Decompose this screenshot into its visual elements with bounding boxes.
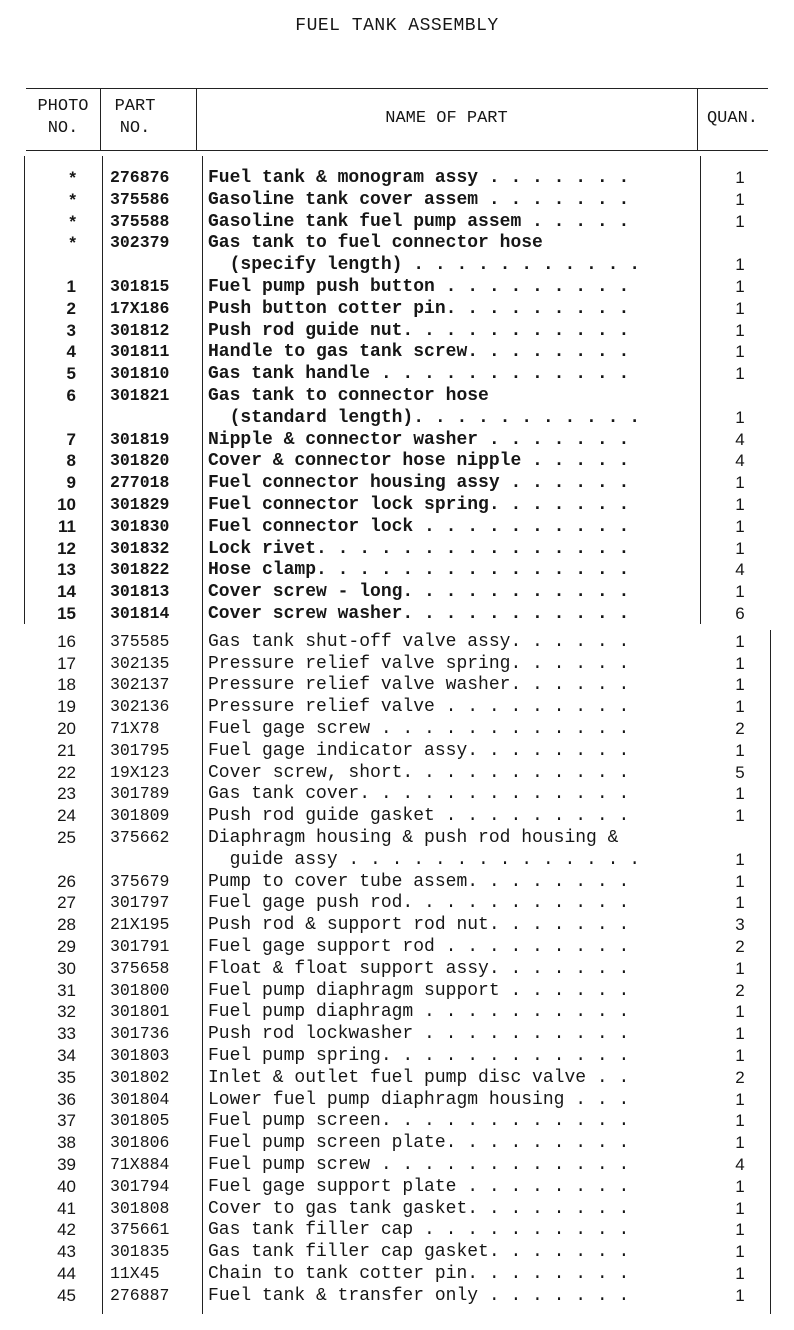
photo-no-cell: 36 <box>57 1089 76 1109</box>
table-row <box>0 1089 794 1111</box>
part-name-cell: Gas tank filler cap . . . . . . . . . . <box>208 1220 630 1241</box>
quantity-cell: 1 <box>735 1024 745 1044</box>
quantity-cell: 1 <box>735 255 745 275</box>
table-row <box>0 1110 794 1132</box>
part-no-cell: 301820 <box>110 451 170 471</box>
quantity-cell: 1 <box>735 407 745 427</box>
header-photo-no <box>26 96 100 140</box>
header-name-label: NAME OF PART <box>385 109 508 128</box>
quantity-cell: 5 <box>735 762 745 782</box>
photo-no-cell: 7 <box>66 429 76 449</box>
quantity-cell: 1 <box>735 1242 745 1262</box>
table-row <box>0 980 794 1002</box>
photo-no-cell: * <box>69 168 76 187</box>
photo-no-cell: 11 <box>58 516 76 536</box>
photo-no-cell: 41 <box>57 1198 76 1218</box>
part-no-cell: 301819 <box>110 429 170 449</box>
table-row <box>0 603 794 625</box>
quantity-cell: 1 <box>735 495 745 514</box>
part-name-cell: Diaphragm housing & push rod housing & <box>208 828 619 848</box>
photo-no-cell: 31 <box>57 980 76 1000</box>
part-name-cell: Push rod guide gasket . . . . . . . . . <box>208 806 630 827</box>
photo-no-cell: 13 <box>57 560 76 580</box>
part-no-cell: 276887 <box>110 1285 170 1305</box>
part-no-cell: 301832 <box>110 538 170 558</box>
photo-no-cell: 16 <box>57 631 76 651</box>
part-no-cell: 301801 <box>110 1002 170 1022</box>
part-name-cell: Cover & connector hose nipple . . . . . <box>208 451 630 472</box>
photo-no-cell: 17 <box>57 653 76 673</box>
part-name-cell: Cover screw - long. . . . . . . . . . . <box>208 582 630 603</box>
quantity-cell: 1 <box>735 364 745 384</box>
quantity-cell: 1 <box>735 1133 745 1153</box>
photo-no-cell: 12 <box>57 538 76 558</box>
part-no-cell: 301795 <box>110 740 170 760</box>
part-no-cell: 301802 <box>110 1067 170 1087</box>
table-row <box>0 407 794 429</box>
part-name-cell: Fuel tank & transfer only . . . . . . . <box>208 1285 630 1306</box>
part-name-cell: Fuel pump diaphragm support . . . . . . <box>208 980 630 1001</box>
photo-no-cell: 37 <box>57 1111 76 1131</box>
quantity-cell: 1 <box>735 277 745 296</box>
photo-no-cell: 21 <box>57 740 76 760</box>
part-name-cell: Pressure relief valve washer. . . . . . <box>208 675 630 696</box>
part-name-cell: Fuel connector lock spring. . . . . . . <box>208 495 630 515</box>
table-row <box>0 718 794 740</box>
table-row <box>0 232 794 254</box>
photo-no-cell: 8 <box>66 451 76 471</box>
part-name-cell: Gasoline tank fuel pump assem . . . . . <box>208 211 630 232</box>
photo-no-cell: 9 <box>66 473 76 493</box>
quantity-cell: 1 <box>735 1111 745 1131</box>
photo-no-cell: * <box>69 211 76 231</box>
photo-no-cell: 15 <box>57 604 76 623</box>
table-row <box>0 1132 794 1154</box>
photo-no-cell: 27 <box>57 893 76 913</box>
table-row <box>0 538 794 560</box>
table-row <box>0 827 794 849</box>
part-no-cell: 301800 <box>110 980 170 1000</box>
photo-no-cell: 30 <box>57 958 76 978</box>
table-row <box>0 871 794 893</box>
table-row <box>0 936 794 958</box>
part-no-cell: 301811 <box>110 342 170 362</box>
table-row <box>0 783 794 805</box>
table-row <box>0 276 794 298</box>
part-no-cell: 71X884 <box>110 1155 170 1174</box>
part-no-cell: 301821 <box>110 386 170 405</box>
quantity-cell: 1 <box>735 1264 745 1283</box>
part-no-cell: 301822 <box>110 560 170 580</box>
part-no-cell: 375588 <box>110 211 170 231</box>
part-name-cell: Gas tank filler cap gasket. . . . . . . <box>208 1242 630 1263</box>
table-row <box>0 1263 794 1285</box>
part-name-cell: Pump to cover tube assem. . . . . . . . <box>208 871 630 892</box>
photo-no-cell: 24 <box>57 806 76 826</box>
photo-no-cell: 26 <box>57 871 76 891</box>
part-no-cell: 301789 <box>110 784 170 804</box>
part-name-cell: Push button cotter pin. . . . . . . . . <box>208 298 630 319</box>
photo-no-cell: 19 <box>57 697 76 717</box>
quantity-cell: 1 <box>735 1285 745 1305</box>
table-row <box>0 298 794 320</box>
part-name-cell: Fuel tank & monogram assy . . . . . . . <box>208 168 630 188</box>
part-no-cell: 302136 <box>110 697 170 717</box>
photo-no-cell: 5 <box>66 364 76 384</box>
part-no-cell: 301813 <box>110 582 170 602</box>
photo-no-cell: 25 <box>57 828 76 847</box>
quantity-cell: 1 <box>735 298 745 318</box>
quantity-cell: 1 <box>735 697 745 717</box>
table-row <box>0 762 794 784</box>
photo-no-cell: 28 <box>57 915 76 935</box>
table-row <box>0 581 794 603</box>
part-no-cell: 301835 <box>110 1242 170 1262</box>
quantity-cell: 1 <box>735 189 745 209</box>
table-row <box>0 740 794 762</box>
part-name-cell: Hose clamp. . . . . . . . . . . . . . . <box>208 560 630 581</box>
part-name-cell: Gas tank to fuel connector hose <box>208 233 543 254</box>
part-no-cell: 375658 <box>110 958 170 978</box>
part-name-cell: (standard length). . . . . . . . . . . <box>208 407 641 428</box>
part-no-cell: 21X195 <box>110 915 170 935</box>
quantity-cell: 1 <box>735 473 745 493</box>
table-row <box>0 472 794 494</box>
table-row <box>0 385 794 407</box>
part-no-cell: 375662 <box>110 828 170 847</box>
part-name-cell: Gas tank cover. . . . . . . . . . . . . <box>208 784 630 805</box>
part-no-cell: 301830 <box>110 516 170 536</box>
photo-no-cell: 4 <box>66 342 76 362</box>
header-name-of-part <box>196 108 697 130</box>
part-name-cell: Pressure relief valve . . . . . . . . . <box>208 697 630 718</box>
quantity-cell: 2 <box>735 937 745 956</box>
table-row <box>0 494 794 516</box>
table-row <box>0 516 794 538</box>
part-no-cell: 301803 <box>110 1046 170 1065</box>
quantity-cell: 1 <box>735 849 745 869</box>
table-row <box>0 696 794 718</box>
part-no-cell: 375586 <box>110 189 170 209</box>
page-title: FUEL TANK ASSEMBLY <box>295 16 499 36</box>
table-row <box>0 674 794 696</box>
quantity-cell: 1 <box>735 1198 745 1218</box>
part-no-cell: 301812 <box>110 320 170 340</box>
quantity-cell: 1 <box>735 516 745 536</box>
quantity-cell: 1 <box>735 320 745 340</box>
part-no-cell: 17X186 <box>110 298 170 318</box>
table-row <box>0 167 794 189</box>
part-no-cell: 302137 <box>110 675 170 695</box>
quantity-cell: 1 <box>735 740 745 760</box>
part-no-cell: 301810 <box>110 364 170 384</box>
photo-no-cell: 18 <box>57 675 76 695</box>
header-quan <box>697 108 768 130</box>
photo-no-cell: 1 <box>66 277 76 296</box>
table-row <box>0 211 794 233</box>
photo-no-cell: 22 <box>57 762 76 782</box>
quantity-cell: 1 <box>735 784 745 804</box>
part-no-cell: 301815 <box>110 277 170 296</box>
part-name-cell: Gas tank shut-off valve assy. . . . . . <box>208 631 630 652</box>
part-name-cell: Fuel pump push button . . . . . . . . . <box>208 277 630 297</box>
part-name-cell: Fuel gage indicator assy. . . . . . . . <box>208 740 630 761</box>
part-no-cell: 375585 <box>110 631 170 651</box>
table-row <box>0 805 794 827</box>
photo-no-cell: 42 <box>57 1220 76 1240</box>
part-no-cell: 301808 <box>110 1198 170 1218</box>
quantity-cell: 1 <box>735 653 745 673</box>
quantity-cell: 1 <box>735 1176 745 1196</box>
quantity-cell: 1 <box>735 958 745 978</box>
part-name-cell: Gas tank handle . . . . . . . . . . . . <box>208 364 630 385</box>
part-name-cell: Push rod lockwasher . . . . . . . . . . <box>208 1024 630 1045</box>
part-name-cell: Fuel gage support rod . . . . . . . . . <box>208 937 630 957</box>
quantity-cell: 1 <box>735 631 745 651</box>
photo-no-cell: 32 <box>57 1002 76 1022</box>
header-part-no <box>100 96 170 140</box>
part-no-cell: 375661 <box>110 1220 170 1240</box>
part-name-cell: Fuel pump screen. . . . . . . . . . . . <box>208 1111 630 1132</box>
photo-no-cell: 40 <box>57 1176 76 1196</box>
part-no-cell: 301794 <box>110 1176 170 1196</box>
quantity-cell: 2 <box>735 719 745 738</box>
quantity-cell: 4 <box>735 429 745 449</box>
photo-no-cell: 29 <box>57 937 76 956</box>
photo-no-cell: 23 <box>57 784 76 804</box>
table-row <box>0 363 794 385</box>
part-name-cell: Inlet & outlet fuel pump disc valve . . <box>208 1067 630 1088</box>
header-photo-line2: NO. <box>47 119 79 138</box>
quantity-cell: 1 <box>735 211 745 231</box>
part-name-cell: Lock rivet. . . . . . . . . . . . . . . <box>208 538 630 559</box>
header-part-line2: NO. <box>119 119 151 138</box>
photo-no-cell: 6 <box>66 386 76 405</box>
quantity-cell: 1 <box>735 342 745 362</box>
photo-no-cell: 35 <box>57 1067 76 1087</box>
part-name-cell: Fuel connector housing assy . . . . . . <box>208 473 630 494</box>
photo-no-cell: 44 <box>57 1264 76 1283</box>
part-no-cell: 301814 <box>110 604 170 623</box>
table-row <box>0 1045 794 1067</box>
table-row <box>0 849 794 871</box>
part-name-cell: Fuel pump diaphragm . . . . . . . . . . <box>208 1002 630 1023</box>
quantity-cell: 1 <box>735 893 745 913</box>
quantity-cell: 6 <box>735 604 745 623</box>
part-no-cell: 277018 <box>110 473 170 493</box>
quantity-cell: 1 <box>735 675 745 695</box>
header-photo-line1: PHOTO <box>37 97 89 116</box>
part-name-cell: Cover screw washer. . . . . . . . . . . <box>208 604 630 624</box>
part-no-cell: 301797 <box>110 893 170 913</box>
header-bottom-rule <box>26 150 768 151</box>
part-no-cell: 302379 <box>110 233 170 253</box>
quantity-cell: 1 <box>735 582 745 602</box>
table-row <box>0 1176 794 1198</box>
table-row <box>0 450 794 472</box>
quantity-cell: 1 <box>735 1220 745 1240</box>
part-no-cell: 301809 <box>110 806 170 826</box>
part-no-cell: 19X123 <box>110 762 170 782</box>
quantity-cell: 2 <box>735 1067 745 1087</box>
part-name-cell: Fuel pump screen plate. . . . . . . . . <box>208 1133 630 1154</box>
table-row <box>0 914 794 936</box>
table-row <box>0 1154 794 1176</box>
table-row <box>0 892 794 914</box>
table-row <box>0 189 794 211</box>
photo-no-cell: 38 <box>57 1133 76 1153</box>
quantity-cell: 1 <box>735 1002 745 1022</box>
photo-no-cell: 20 <box>57 719 76 738</box>
photo-no-cell: 10 <box>57 495 76 514</box>
quantity-cell: 4 <box>735 560 745 580</box>
quantity-cell: 2 <box>735 980 745 1000</box>
table-row <box>0 341 794 363</box>
table-row <box>0 1241 794 1263</box>
part-name-cell: Fuel pump screw . . . . . . . . . . . . <box>208 1155 630 1175</box>
table-row <box>0 559 794 581</box>
header-quan-label: QUAN. <box>706 109 758 128</box>
table-row <box>0 254 794 276</box>
part-no-cell: 276876 <box>110 168 170 187</box>
photo-no-cell: 33 <box>57 1024 76 1044</box>
photo-no-cell: 3 <box>66 320 76 340</box>
part-name-cell: Fuel gage support plate . . . . . . . . <box>208 1176 630 1197</box>
header-top-rule <box>26 88 768 89</box>
part-name-cell: Fuel gage push rod. . . . . . . . . . . <box>208 893 630 914</box>
photo-no-cell: * <box>69 189 76 209</box>
part-name-cell: Gas tank to connector hose <box>208 386 489 406</box>
header-part-line1: PART <box>114 97 156 116</box>
part-no-cell: 71X78 <box>110 719 160 738</box>
table-row <box>0 1285 794 1307</box>
quantity-cell: 3 <box>735 915 745 935</box>
part-name-cell: Cover screw, short. . . . . . . . . . . <box>208 762 630 783</box>
table-row <box>0 653 794 675</box>
part-name-cell: Fuel pump spring. . . . . . . . . . . . <box>208 1046 630 1066</box>
part-name-cell: Push rod guide nut. . . . . . . . . . . <box>208 320 630 341</box>
part-name-cell: guide assy . . . . . . . . . . . . . . <box>208 849 641 870</box>
table-row <box>0 631 794 653</box>
table-row <box>0 1219 794 1241</box>
part-name-cell: Lower fuel pump diaphragm housing . . . <box>208 1089 630 1110</box>
part-name-cell: Nipple & connector washer . . . . . . . <box>208 429 630 450</box>
part-name-cell: Gasoline tank cover assem . . . . . . . <box>208 189 630 210</box>
part-no-cell: 11X45 <box>110 1264 160 1283</box>
part-no-cell: 301829 <box>110 495 170 514</box>
part-name-cell: Chain to tank cotter pin. . . . . . . . <box>208 1264 630 1284</box>
quantity-cell: 1 <box>735 1046 745 1065</box>
photo-no-cell: 43 <box>57 1242 76 1262</box>
photo-no-cell: 14 <box>57 582 76 602</box>
table-row <box>0 1023 794 1045</box>
part-name-cell: (specify length) . . . . . . . . . . . <box>208 255 641 276</box>
part-name-cell: Float & float support assy. . . . . . . <box>208 958 630 979</box>
part-name-cell: Push rod & support rod nut. . . . . . . <box>208 915 630 936</box>
part-no-cell: 301804 <box>110 1089 170 1109</box>
part-name-cell: Fuel gage screw . . . . . . . . . . . . <box>208 719 630 739</box>
photo-no-cell: * <box>69 233 76 253</box>
table-row <box>0 1067 794 1089</box>
photo-no-cell: 39 <box>57 1155 76 1174</box>
quantity-cell: 4 <box>735 1155 745 1174</box>
quantity-cell: 1 <box>735 168 745 187</box>
table-row <box>0 1001 794 1023</box>
part-no-cell: 301736 <box>110 1024 170 1044</box>
quantity-cell: 1 <box>735 871 745 891</box>
quantity-cell: 1 <box>735 806 745 826</box>
part-name-cell: Pressure relief valve spring. . . . . . <box>208 653 630 674</box>
quantity-cell: 4 <box>735 451 745 471</box>
table-row <box>0 429 794 451</box>
table-row <box>0 1198 794 1220</box>
photo-no-cell: 34 <box>57 1046 76 1065</box>
part-name-cell: Fuel connector lock . . . . . . . . . . <box>208 516 630 537</box>
table-row <box>0 320 794 342</box>
quantity-cell: 1 <box>735 1089 745 1109</box>
part-name-cell: Cover to gas tank gasket. . . . . . . . <box>208 1198 630 1219</box>
photo-no-cell: 2 <box>66 298 76 318</box>
part-no-cell: 302135 <box>110 653 170 673</box>
quantity-cell: 1 <box>735 538 745 558</box>
part-no-cell: 301805 <box>110 1111 170 1131</box>
part-name-cell: Handle to gas tank screw. . . . . . . . <box>208 342 630 363</box>
part-no-cell: 375679 <box>110 871 170 891</box>
part-no-cell: 301806 <box>110 1133 170 1153</box>
photo-no-cell: 45 <box>57 1285 76 1305</box>
table-row <box>0 958 794 980</box>
part-no-cell: 301791 <box>110 937 170 956</box>
